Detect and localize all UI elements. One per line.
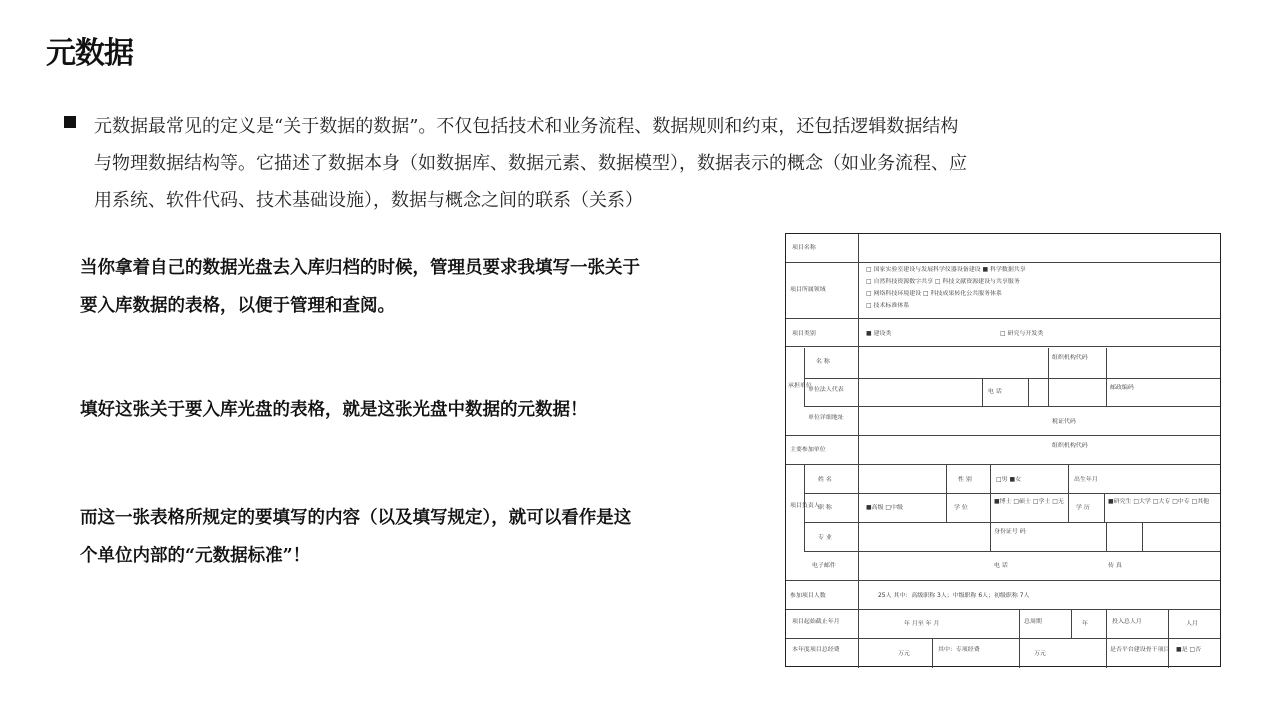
form-label: 学 位 [954,504,968,511]
paragraph-line: 当你拿着自己的数据光盘去入库归档的时候，管理员要求我填写一张关于 [80,258,640,278]
form-label: 学 历 [1076,504,1090,511]
form-value: 万元 [898,650,910,657]
form-label: 电 话 [994,562,1008,569]
form-label: 是否平台建设骨干项目 [1110,646,1170,653]
paragraph-line: 填好这张关于要入库光盘的表格，就是这张光盘中数据的元数据！ [80,400,588,420]
form-label: 职 称 [818,504,832,511]
form-value: ■高级 □中级 [866,504,903,511]
form-option: □ 国家实验室建设与发展科学仪器设备建设 ■ 科学数据共享 [866,266,1026,273]
form-label: 参加项目人数 [790,592,826,599]
form-label: 项目负责人 [790,502,820,509]
form-label: 名 称 [816,358,830,365]
form-label: 投入总人月 [1112,618,1142,625]
form-value: ■是 □否 [1176,646,1202,653]
intro-paragraph [94,108,1144,219]
form-option: □ 技术标准体系 [866,302,910,309]
form-label: 传 真 [1108,562,1122,569]
paragraph-archive [80,249,780,325]
form-label: 姓 名 [818,476,832,483]
form-label: 专 业 [818,534,832,541]
form-label: 电 话 [988,388,1002,395]
form-value: 25人 其中：高级职称 3人；中级职称 6人；初级职称 7人 [878,592,1030,599]
paragraph-standard [80,499,780,575]
form-label: 性 别 [958,476,972,483]
form-value: 人月 [1186,620,1198,627]
form-label: 项目类别 [792,330,816,337]
form-label: 项目所属领域 [790,286,826,293]
form-label: 组织机构代码 [1052,442,1088,449]
form-label: 项目名称 [792,244,816,251]
form-value: 万元 [1034,650,1046,657]
form-value: 年 月至 年 月 [904,620,940,627]
form-option: □ 研究与开发类 [1000,330,1044,337]
form-value: ■博士 □硕士 □学士 □无 [994,498,1064,505]
form-label: 其中：专项经费 [938,646,980,653]
intro-line: 元数据最常见的定义是“关于数据的数据”。不仅包括技术和业务流程、数据规则和约束，还包括逻辑数据结构 [94,116,959,137]
paragraph-metadata [80,391,780,429]
form-value: 年 [1082,620,1088,627]
archive-form-image [785,233,1221,667]
intro-line: 与物理数据结构等。它描述了数据本身（如数据库、数据元素、数据模型），数据表示的概念（如业务流程、应 [94,153,967,174]
page-title: 元数据 [46,36,133,71]
form-label: 税证代码 [1052,418,1076,425]
form-label: 组织机构代码 [1052,354,1088,361]
form-label: 主要参加单位 [790,446,826,453]
form-label: 单位法人代表 [808,386,844,393]
form-label: 出生年月 [1074,476,1098,483]
form-label: 电子邮件 [812,562,836,569]
form-label: 项目起始截止年月 [792,618,840,625]
form-label: 邮政编码 [1110,384,1134,391]
form-label: 承担单位 [788,382,812,389]
paragraph-line: 个单位内部的“元数据标准”！ [80,546,311,566]
bullet-square-icon [64,116,76,128]
intro-line: 用系统、软件代码、技术基础设施），数据与概念之间的联系（关系） [94,190,643,211]
form-option: ■ 建设类 [866,330,892,337]
paragraph-line: 要入库数据的表格，以便于管理和查阅。 [80,296,395,316]
form-label: 身份证号 码 [994,528,1026,535]
form-label: 总周期 [1024,618,1042,625]
form-label: 本年度项目总经费 [792,646,840,653]
paragraph-line: 而这一张表格所规定的要填写的内容（以及填写规定），就可以看作是这 [80,508,632,528]
form-option: □ 网络科技环境建设 □ 科技成果转化公共服务体系 [866,290,1002,297]
form-option: □ 自然科技资源数字共享 □ 科技文献资源建设与共享服务 [866,278,1020,285]
form-value: □男 ■女 [996,476,1022,483]
form-label: 单位详细地址 [808,414,844,421]
form-value: ■研究生 □大学 □大专 □中专 □其他 [1108,498,1210,505]
